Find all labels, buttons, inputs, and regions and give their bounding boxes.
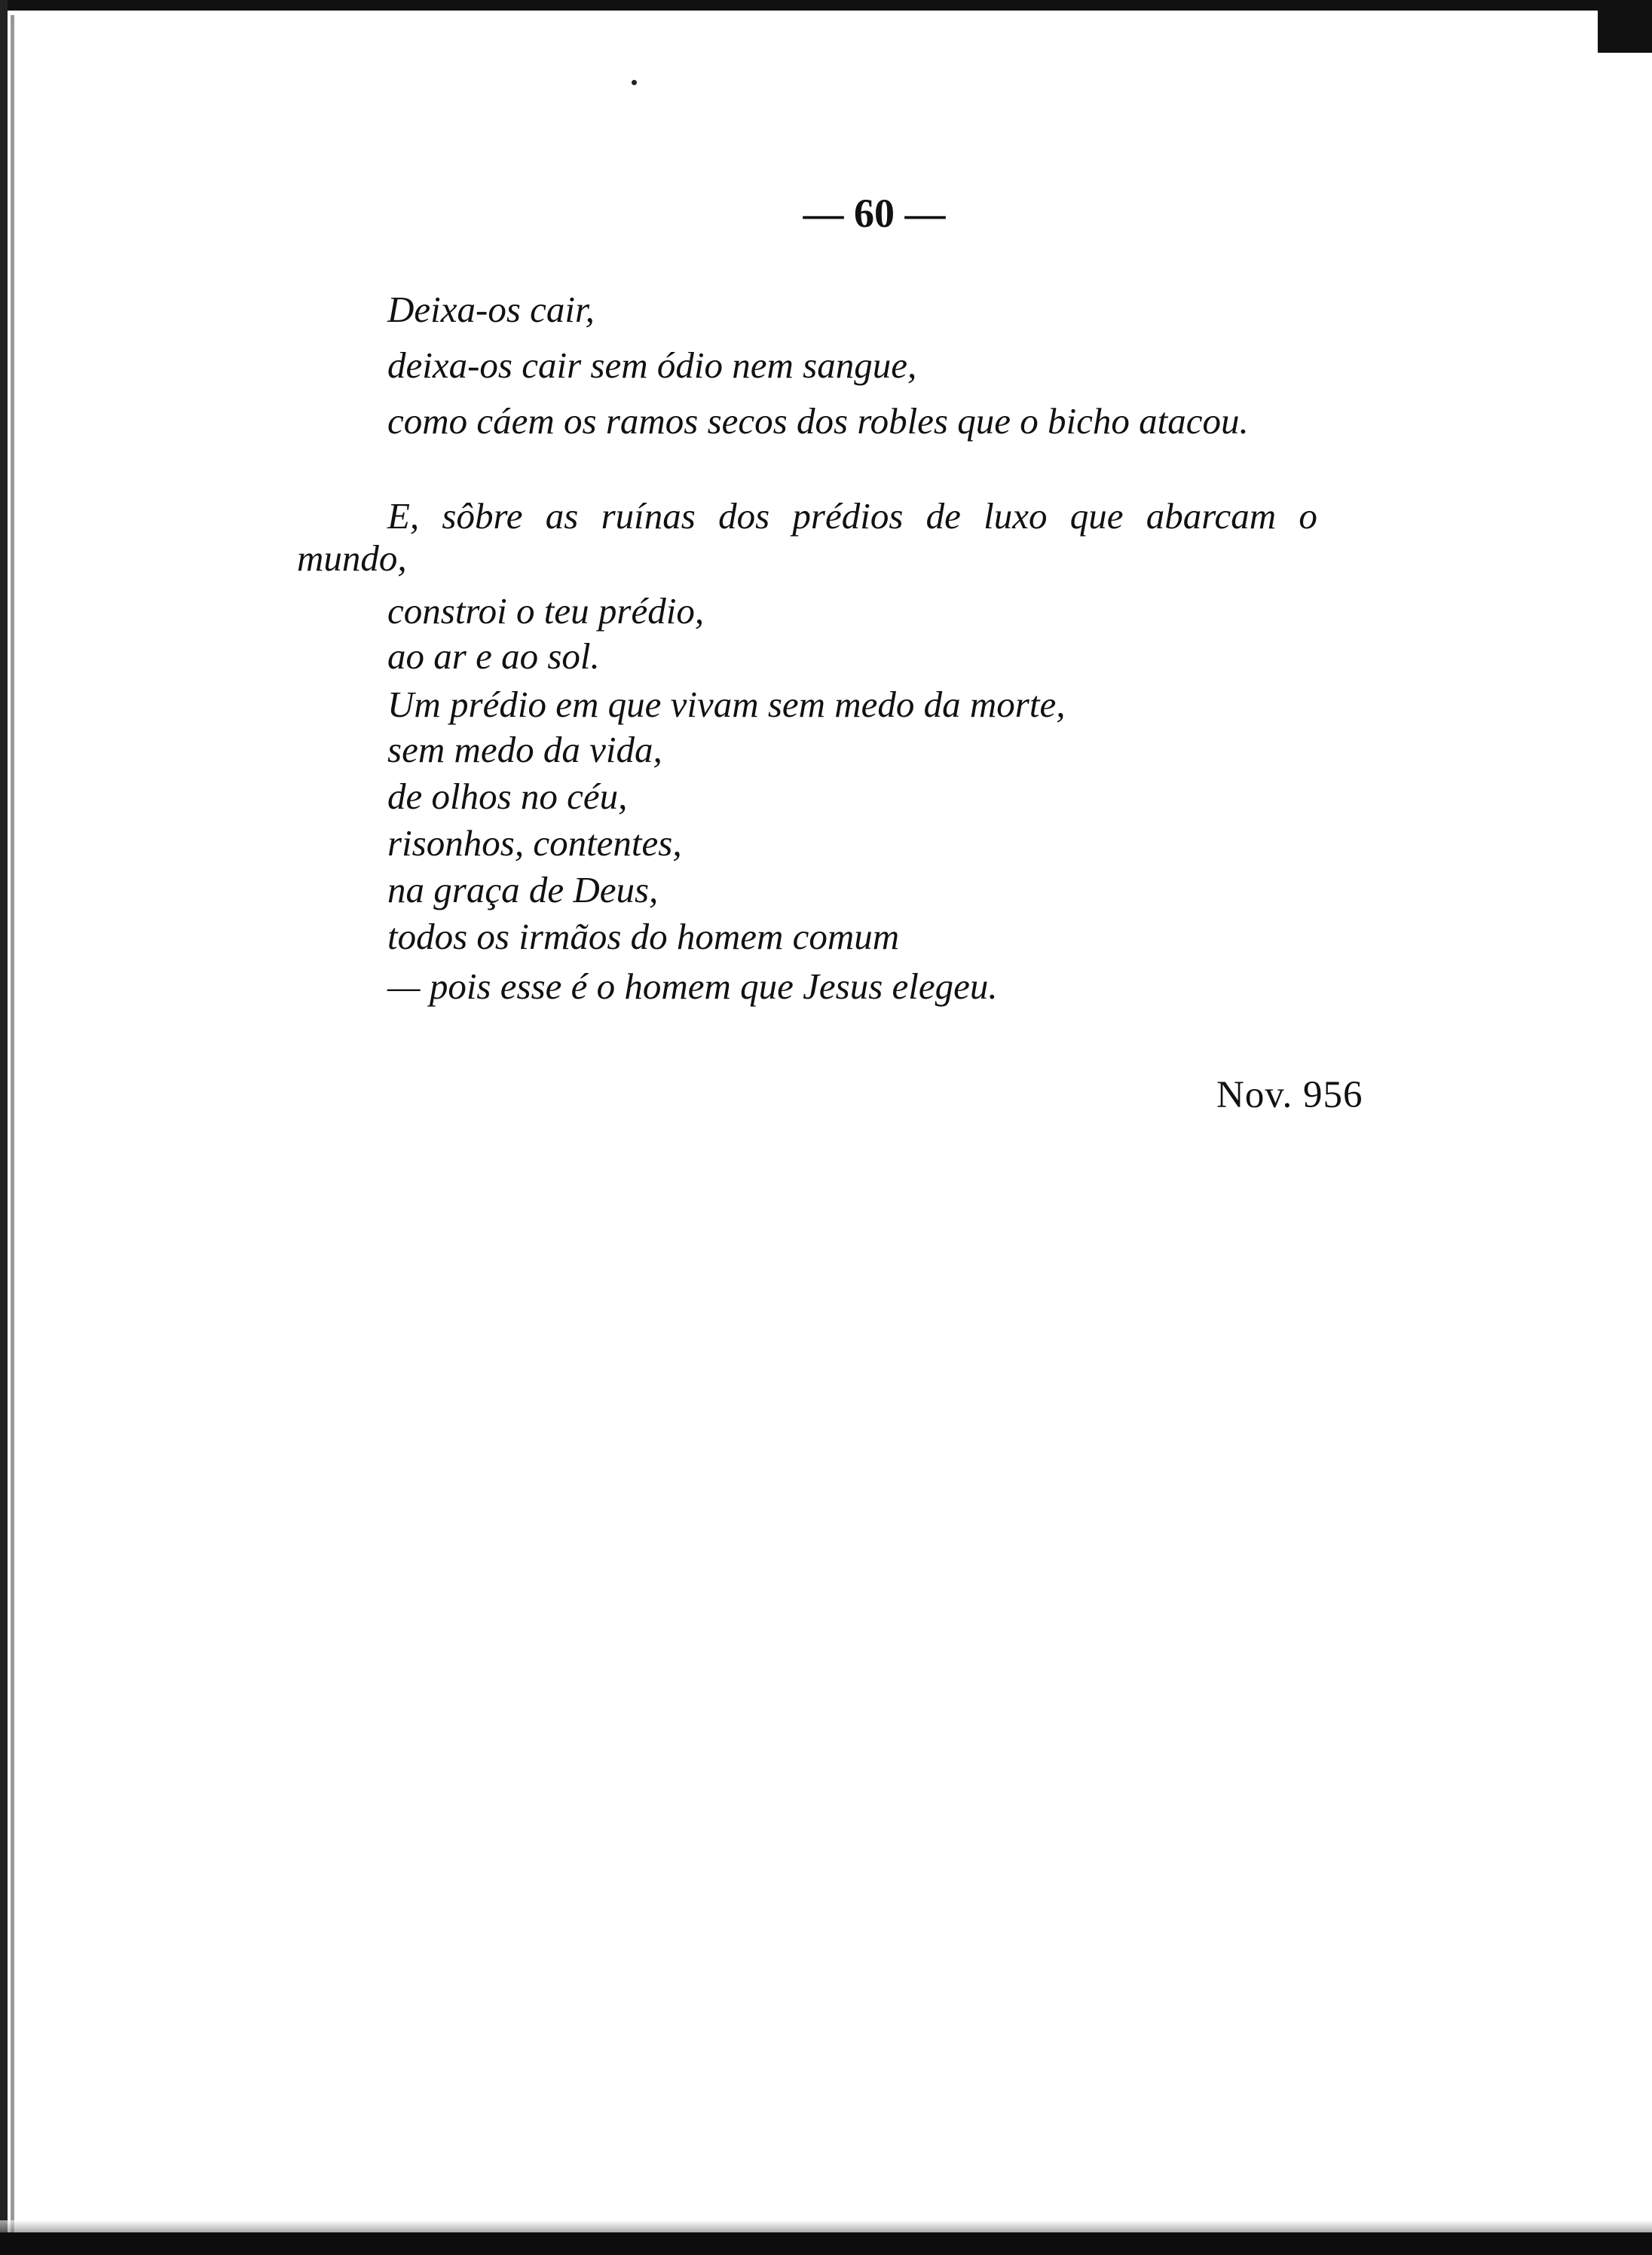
poem-line: ao ar e ao sol.	[387, 635, 600, 677]
poem-line: Deixa-os cair,	[387, 289, 595, 330]
poem-line: constroi o teu prédio,	[387, 590, 705, 632]
page-number: — 60 —	[803, 191, 946, 236]
poem-line: risonhos, contentes,	[387, 822, 682, 864]
scan-corner-mark	[1598, 0, 1652, 53]
poem-line: Um prédio em que vivam sem medo da morte,	[387, 684, 1066, 725]
scan-border-bottom	[0, 2232, 1652, 2255]
poem-line-continuation: mundo,	[297, 537, 407, 579]
scan-border-left-shadow	[11, 15, 14, 2238]
poem-line: todos os irmãos do homem comum	[387, 916, 900, 957]
poem-line: E, sôbre as ruínas dos prédios de luxo que abarcam o	[387, 495, 1317, 537]
poem-line: de olhos no céu,	[387, 776, 628, 817]
poem-line: — pois esse é o homem que Jesus elegeu.	[387, 965, 998, 1007]
scan-speck	[632, 80, 637, 85]
poem-line: deixa-os cair sem ódio nem sangue,	[387, 344, 917, 386]
scan-border-top	[0, 0, 1652, 11]
poem-line: como cáem os ramos secos dos robles que o bicho atacou.	[387, 400, 1249, 442]
poem-date: Nov. 956	[1216, 1074, 1363, 1116]
poem-line: sem medo da vida,	[387, 729, 662, 770]
scan-border-left	[0, 0, 8, 2255]
scan-border-bottom-shadow	[0, 2220, 1652, 2232]
poem-line: na graça de Deus,	[387, 869, 659, 910]
